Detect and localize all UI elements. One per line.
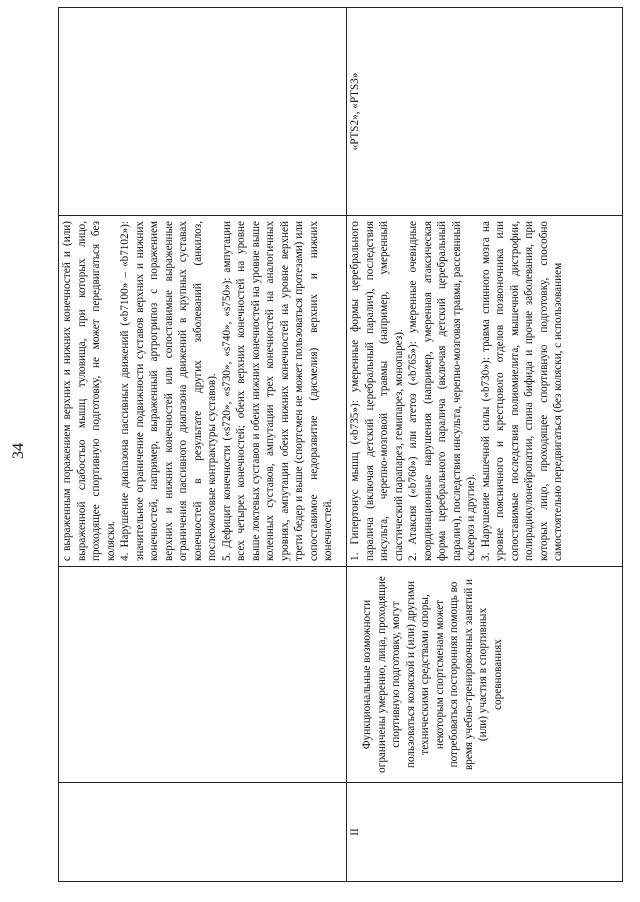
impairment-paragraph: 2. Атаксия («b760») или атетоз («b765»): умеренные очевидные координационные нарушения (например, умеренная атаксическая форма церебрального паралича (включая детский церебральный паралич), последствия инсульта, черепно-мозговая травма, рассеянный склероз и другие). [407, 221, 477, 561]
description-cell [347, 567, 623, 783]
impairment-paragraph: 3. Нарушение мышечной силы («b730»): травма спинного мозга на уровне поясничного и крестцового отделов позвоночника или сопоставимые последствия полиомиелита, мышечной дистрофии, полирадикулонейропатии, спина бифида и прочие заболевания, при которых лицо, проходящее спортивную подготовку, способно самостоятельно передвигаться (без коляски, с использованием [479, 221, 564, 561]
page-number: 34 [10, 443, 27, 459]
sport-classes-cell: «PTS2», «PTS3» [347, 8, 623, 216]
impairment-paragraph: с выраженным поражением верхних и нижних конечностей и (или) выраженной слабостью мышц туловища, при которых лицо, проходящее спортивную подготовку, не может передвигаться без коляски. [61, 221, 117, 561]
impairments-cell [59, 216, 347, 567]
classes-cell-empty [59, 8, 347, 216]
classification-table [58, 7, 623, 882]
table-row-category-ii [347, 8, 623, 882]
category-cell-empty [59, 783, 347, 882]
impairment-paragraph: 4. Нарушение диапазона пассивных движений («b7100» – «b7102»): значительное ограничение подвижности суставов верхних и нижних конечностей, например, выраженный артрогрипоз с поражением верхних и нижних конечностей или сопоставимые выраженные ограничения пассивного диапазона движений в крупных суставах конечностей в результате других заболеваний (анкилоз, послеожоговые контрактуры суставов). [119, 221, 218, 561]
table-row-continuation [59, 8, 347, 882]
description-cell-empty [59, 567, 347, 783]
impairment-paragraph: 1. Гипертонус мышц («b735»): умеренные формы церебрального паралича (включая детский церебральный паралич), последствия инсульта, черепно-мозговой травмы (например, умеренный спастический парапарез, гемипарез, монопарез). [349, 221, 405, 561]
category-cell: II [347, 783, 623, 882]
category-description: Функциональные возможности ограничены умеренно, лица, проходящие спортивную подготовку, могут пользоваться коляской и (или) другими техническими средствами опоры, некоторым спортсменам может потребоваться посторонняя помощь во время учебно-тренировочных занятий и (или) участия в спортивных соревнованиях [361, 576, 504, 773]
impairments-cell [347, 216, 623, 567]
impairment-paragraph: 5. Дефицит конечности («s720», «s730», «s740», «s750»): ампутации всех четырех конечностей; обеих верхних конечностей на уровне выше локтевых суставов и обеих нижних конечностей на уровне выше коленных суставов, ампутации трех конечностей на аналогичных уровнях, ампутации обеих нижних конечностей на уровне верхней трети бедер и выше (спортсмен не может пользоваться протезами) или сопоставимое недоразвитие (дисмелия) верхних и нижних конечностей. [220, 221, 334, 561]
